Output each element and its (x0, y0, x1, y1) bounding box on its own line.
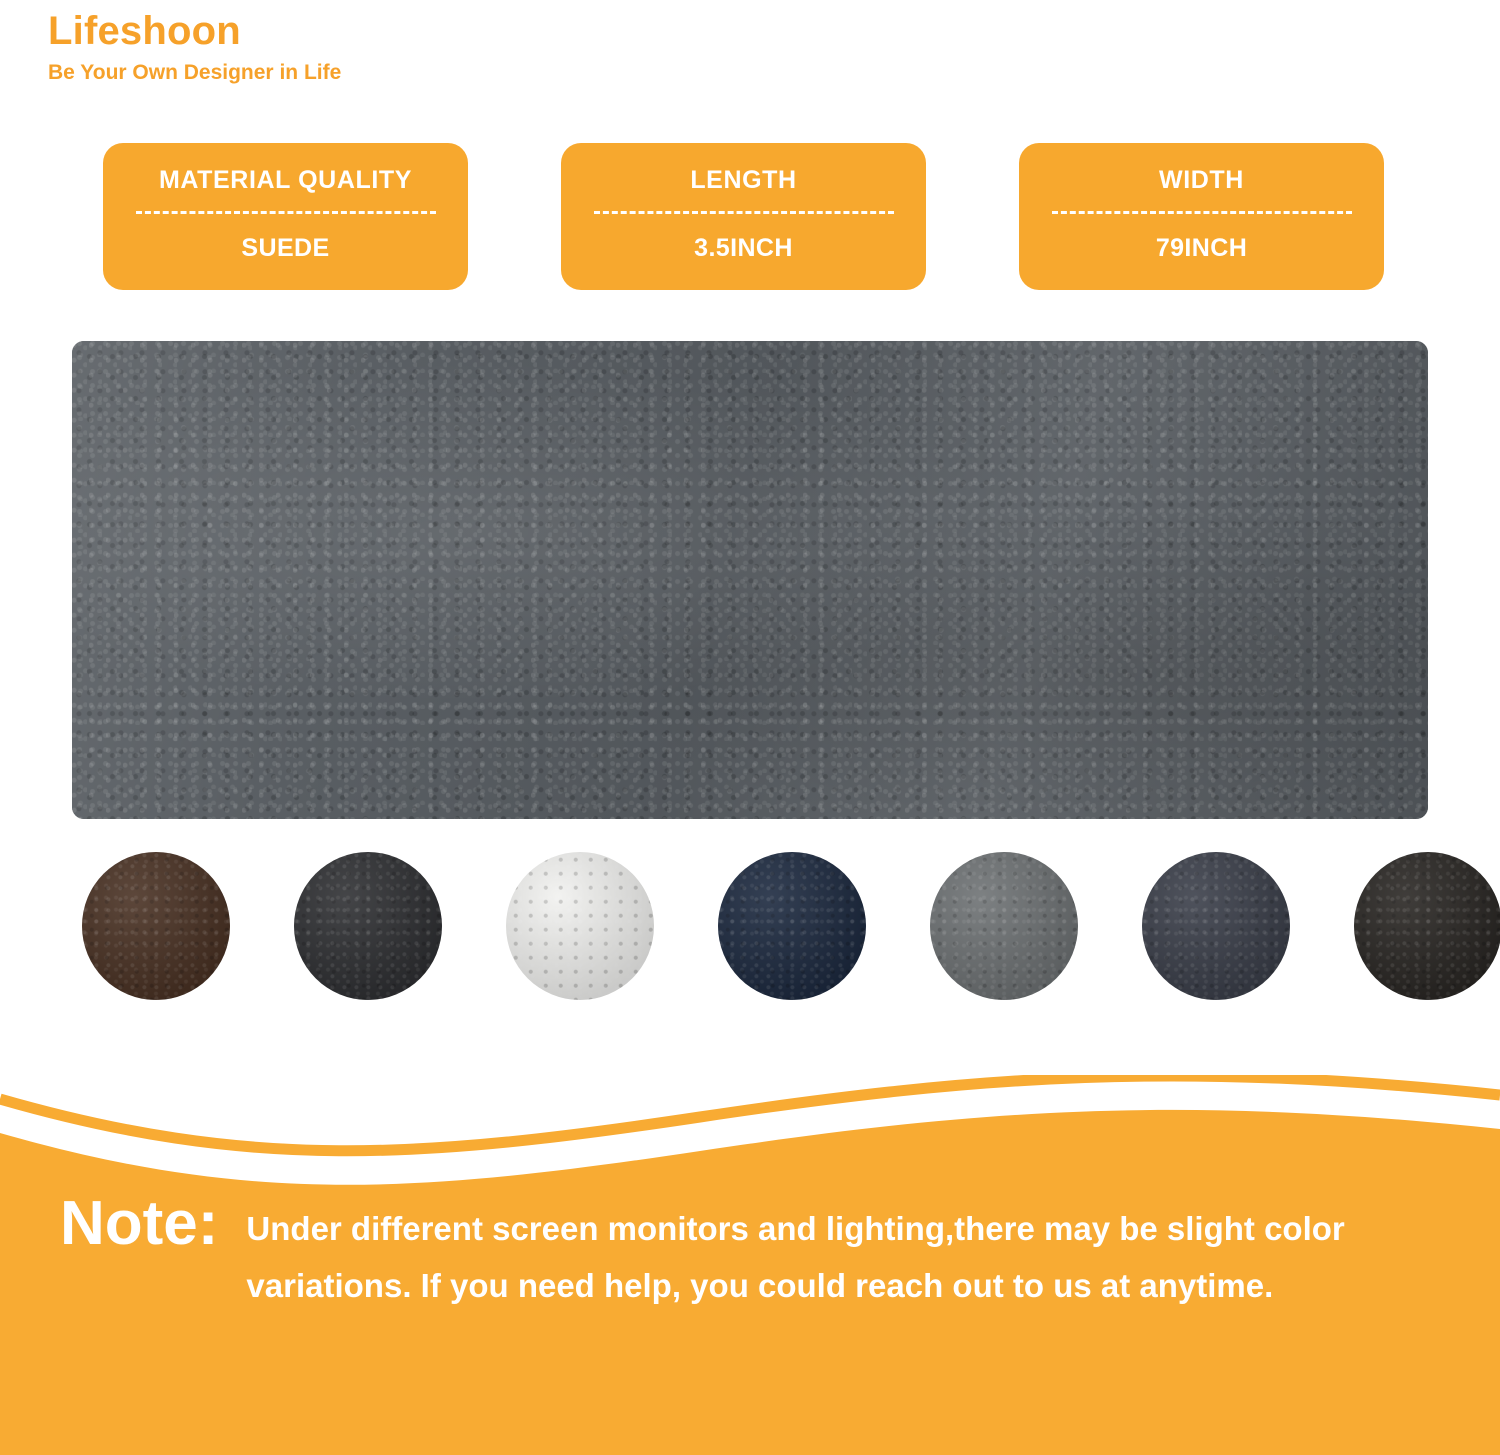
spec-card-length (561, 143, 926, 290)
spec-divider (594, 211, 894, 214)
brand-header (48, 8, 341, 85)
spec-card-width (1019, 143, 1384, 290)
color-swatch[interactable] (1142, 852, 1290, 1000)
product-image (72, 341, 1428, 819)
note-content (60, 1189, 1460, 1315)
swatch-shade (930, 852, 1078, 1000)
spec-value: SUEDE (241, 234, 330, 262)
product-sheen (72, 341, 1428, 819)
spec-label: MATERIAL QUALITY (158, 166, 413, 194)
swatch-shade (1354, 852, 1500, 1000)
brand-tagline: Be Your Own Designer in Life (48, 61, 342, 84)
color-swatch[interactable] (718, 852, 866, 1000)
spec-divider (1052, 211, 1352, 214)
color-swatch[interactable] (82, 852, 230, 1000)
spec-card-material-quality (103, 143, 468, 290)
spec-divider (136, 211, 436, 214)
note-heading: Note: (60, 1189, 219, 1258)
note-body: Under different screen monitors and lighting,there may be slight color variations. If you need help, you could reach out to us at anytime. (246, 1210, 1345, 1304)
spec-value: 3.5INCH (694, 234, 793, 262)
spec-label: WIDTH (1159, 166, 1244, 194)
color-swatch[interactable] (1354, 852, 1500, 1000)
note-banner (0, 1075, 1500, 1455)
color-swatch-row (82, 852, 1500, 1000)
brand-name: Lifeshoon (48, 9, 241, 53)
swatch-shade (718, 852, 866, 1000)
swatch-shade (1142, 852, 1290, 1000)
spec-value: 79INCH (1155, 234, 1248, 262)
color-swatch[interactable] (506, 852, 654, 1000)
swatch-shade (506, 852, 654, 1000)
swatch-shade (294, 852, 442, 1000)
color-swatch[interactable] (930, 852, 1078, 1000)
spec-label: LENGTH (690, 166, 797, 194)
swatch-shade (82, 852, 230, 1000)
spec-card-group (103, 143, 1384, 290)
color-swatch[interactable] (294, 852, 442, 1000)
